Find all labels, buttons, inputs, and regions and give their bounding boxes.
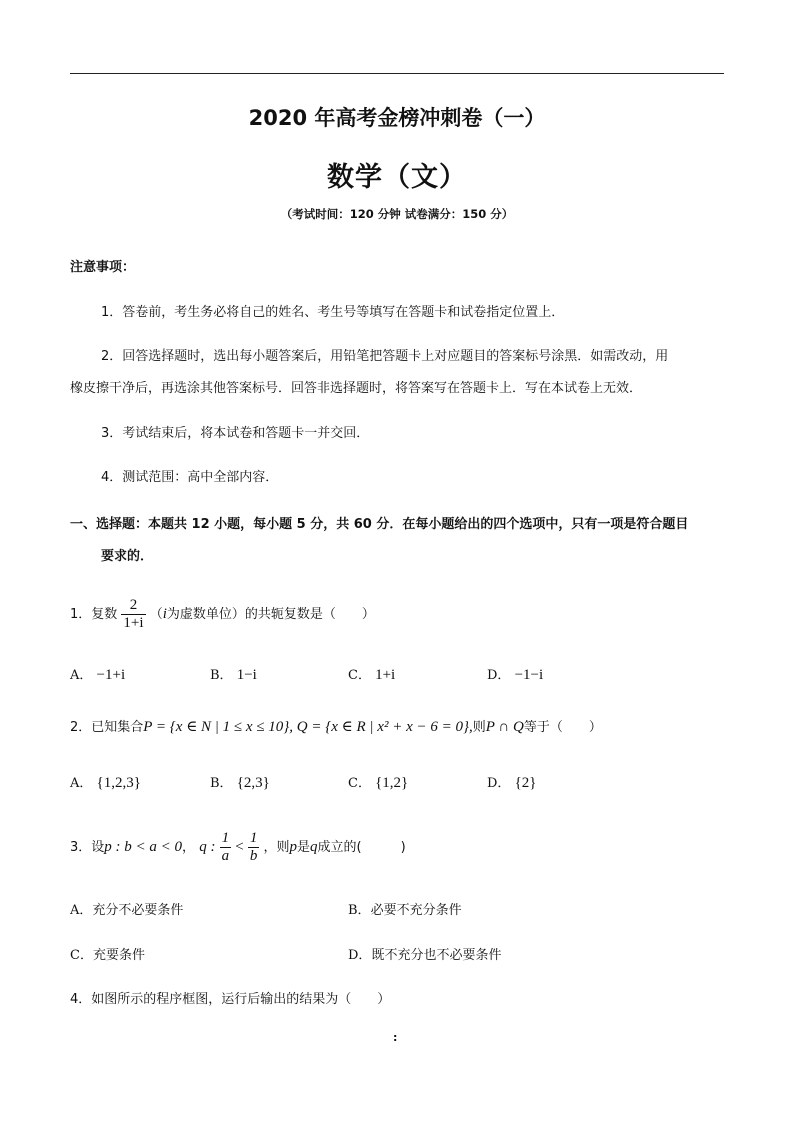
- q1-option-b-value: 1−i: [236, 667, 257, 683]
- q3-frac1-num: 1: [221, 830, 230, 846]
- q2-option-a: A． {1,2,3}: [70, 775, 141, 791]
- q3-option-c: C．充要条件: [70, 948, 145, 963]
- q3-lt: <: [235, 839, 244, 855]
- note-item-4: 4．测试范围：高中全部内容．: [101, 470, 279, 485]
- q2-then: 则: [472, 720, 486, 735]
- q1-option-d-value: −1−i: [514, 667, 544, 683]
- q1-option-b: B． 1−i: [210, 667, 257, 683]
- note-item-2-cont: 橡皮擦干净后，再选涂其他答案标号．回答非选择题时，将答案写在答题卡上．写在本试卷上无效．: [70, 381, 643, 396]
- q1-paren: （: [149, 607, 163, 622]
- q2-option-d-value: {2}: [514, 775, 537, 791]
- q2-option-a-value: {1,2,3}: [96, 775, 141, 791]
- q3-prefix: 3．设: [70, 840, 105, 855]
- note-item-3: 3．考试结束后，将本试卷和答题卡一并交回．: [101, 426, 370, 441]
- section-heading-cont: 要求的．: [101, 549, 154, 564]
- q1-option-c-value: 1+i: [375, 667, 396, 683]
- q1-fraction: [121, 597, 145, 632]
- q3-option-c-value: 充要条件: [92, 948, 145, 963]
- q3-frac-1a: [220, 830, 232, 865]
- q3-option-b-value: 必要不充分条件: [370, 903, 462, 918]
- q2-option-c: C． {1,2}: [348, 775, 409, 791]
- q3-frac1-den: a: [221, 848, 230, 864]
- q1-frac-numerator: 2: [129, 597, 138, 613]
- q1-i-symbol: i: [162, 606, 167, 622]
- q3-q: q: [310, 839, 318, 855]
- note-item-1: 1．答卷前，考生务必将自己的姓名、考生号等填写在答题卡和试卷指定位置上．: [101, 305, 565, 320]
- q3-suffix: 成立的( ): [317, 840, 406, 855]
- exam-subject: 数学（文）: [327, 162, 467, 193]
- q3-option-b: B．必要不充分条件: [348, 903, 462, 918]
- q2-expr: P ∩ Q: [485, 719, 524, 735]
- q3-option-d-value: 既不充分也不必要条件: [371, 948, 502, 963]
- q2-option-c-value: {1,2}: [375, 775, 409, 791]
- q3-q-lhs: q :: [199, 839, 216, 855]
- q3-p-condition: p : b < a < 0: [104, 839, 183, 855]
- q3-frac2-num: 1: [249, 830, 258, 846]
- question-4: 4．如图所示的程序框图，运行后输出的结果为（ ）: [70, 992, 391, 1007]
- question-1: [70, 597, 375, 632]
- exam-info: （考试时间：120 分钟 试卷满分：150 分）: [280, 207, 514, 221]
- q3-is: 是: [296, 840, 310, 855]
- q3-frac2-den: b: [249, 848, 258, 864]
- exam-title: 2020 年高考金榜冲刺卷（一）: [248, 106, 546, 130]
- section-heading: 一、选择题：本题共 12 小题，每小题 5 分，共 60 分．在每小题给出的四个选项中，只有一项是符合题目: [70, 517, 689, 532]
- q3-option-a-value: 充分不必要条件: [92, 903, 184, 918]
- q2-suffix: 等于（ ）: [523, 720, 602, 735]
- q1-option-d: D． −1−i: [487, 667, 544, 683]
- q1-prefix: 1．复数: [70, 607, 118, 622]
- q1-frac-denominator: 1+i: [123, 615, 144, 631]
- question-3: [70, 830, 406, 865]
- q2-option-d: D． {2}: [487, 775, 537, 791]
- q3-frac-1b: [248, 830, 260, 865]
- note-item-2: 2．回答选择题时，选出每小题答案后，用铅笔把答题卡上对应题目的答案标号涂黑．如需改动，用: [101, 349, 669, 364]
- q3-option-d: D．既不充分也不必要条件: [348, 948, 502, 963]
- question-2: [70, 716, 602, 736]
- q2-option-b-value: {2,3}: [236, 775, 270, 791]
- q2-option-b: B． {2,3}: [210, 775, 270, 791]
- q3-comma: ，: [182, 840, 196, 855]
- q3-p: p: [289, 839, 297, 855]
- q1-option-c: C． 1+i: [348, 667, 396, 683]
- q1-option-a: A． −1+i: [70, 667, 126, 683]
- notes-heading: 注意事项：: [70, 260, 136, 275]
- q1-suffix: 为虚数单位）的共轭复数是（ ）: [166, 607, 375, 622]
- q3-option-a: A．充分不必要条件: [70, 903, 184, 918]
- q1-option-a-value: −1+i: [96, 667, 126, 683]
- q2-prefix: 2．已知集合: [70, 720, 144, 735]
- header-rule: [70, 73, 724, 74]
- q2-sets: P = {x ∈ N | 1 ≤ x ≤ 10}, Q = {x ∈ R | x² + x − 6 = 0},: [143, 719, 473, 735]
- q3-then: ，则: [263, 840, 290, 855]
- footer-mark: :: [393, 1031, 398, 1044]
